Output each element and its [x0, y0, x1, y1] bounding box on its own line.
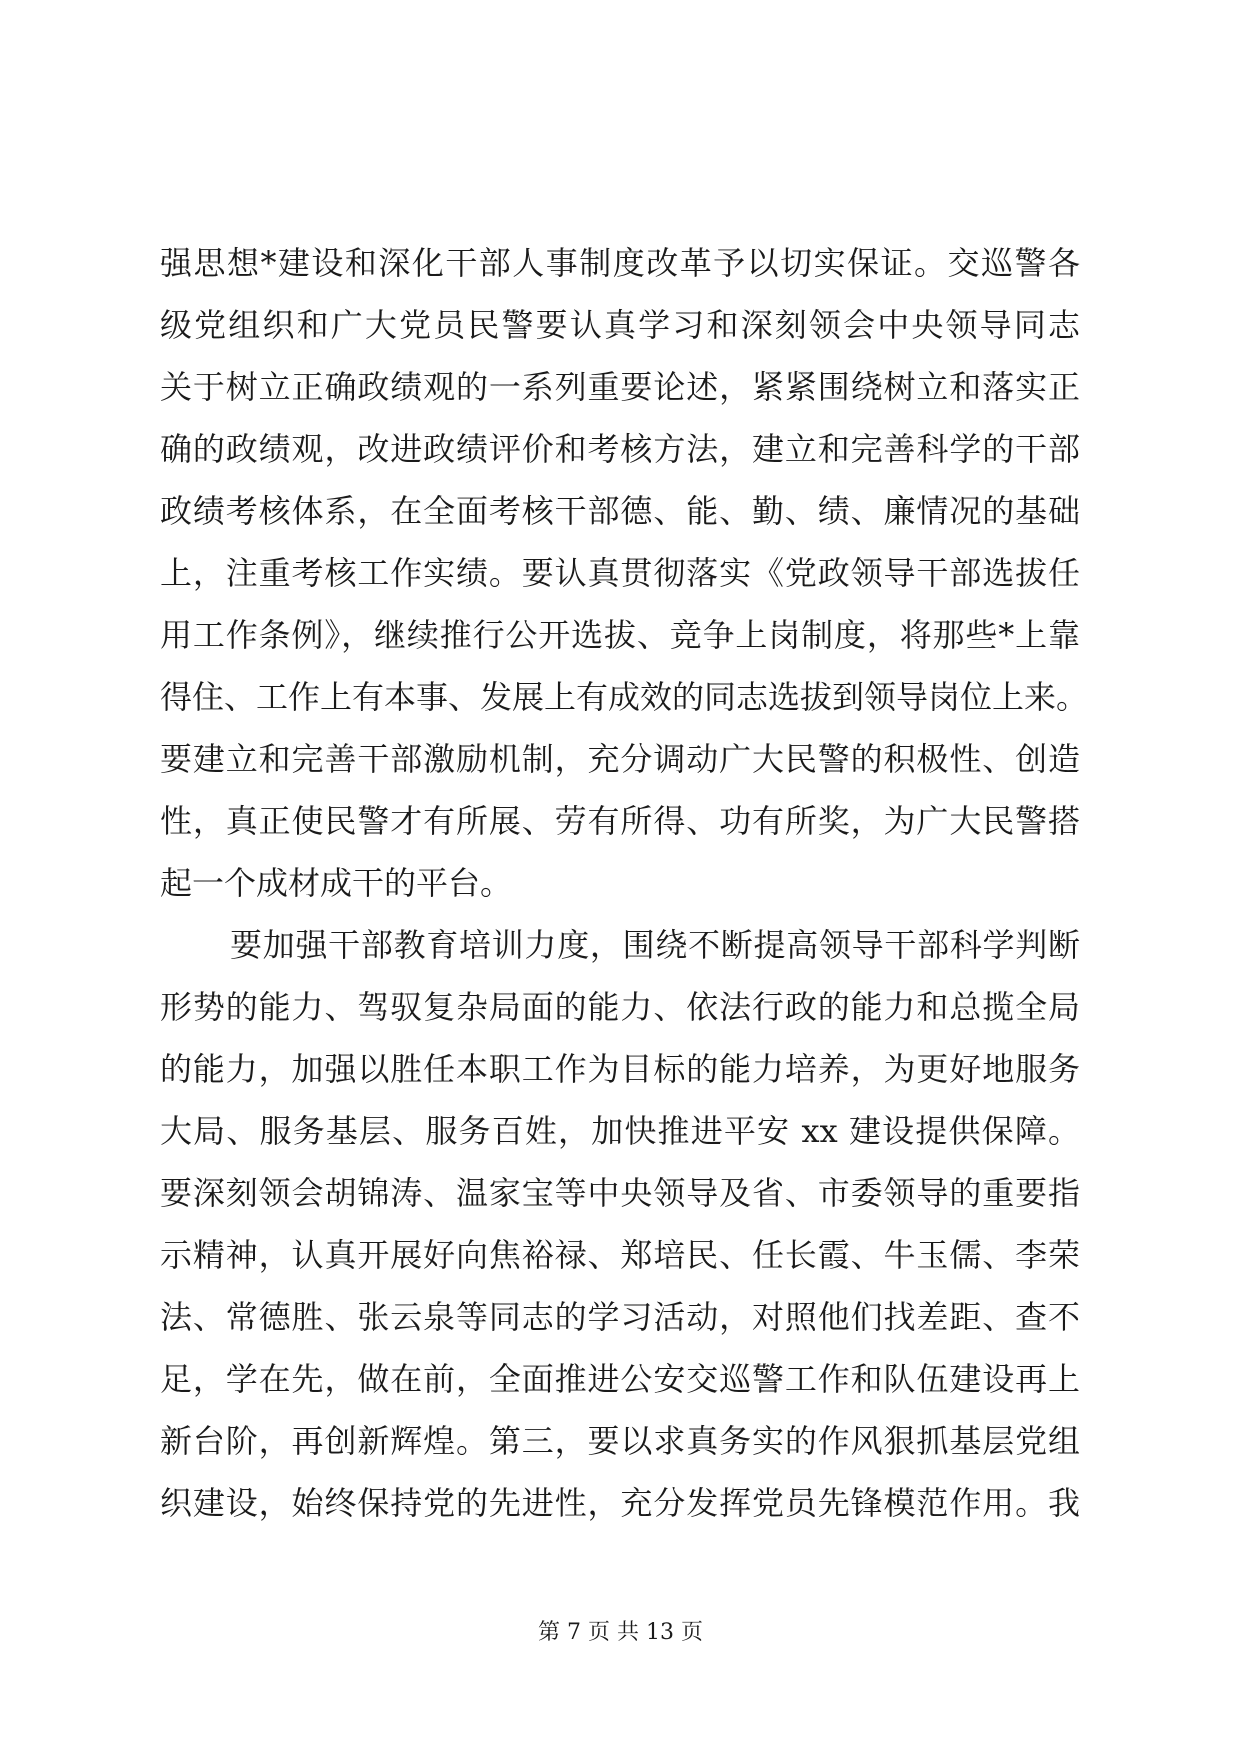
- paragraph-2: [160, 914, 1080, 1534]
- text-line: 起一个成材成干的平台。: [160, 864, 513, 902]
- paragraph-1: [160, 232, 1089, 914]
- text-line: 政绩考核体系，在全面考核干部德、能、勤、绩、廉情况的基础: [160, 492, 1080, 530]
- body-text: [160, 232, 1089, 1534]
- text-line: 要深刻领会胡锦涛、温家宝等中央领导及省、市委领导的重要指: [160, 1174, 1080, 1212]
- text-line: 上，注重考核工作实绩。要认真贯彻落实《党政领导干部选拔任: [160, 554, 1080, 592]
- text-line: 性，真正使民警才有所展、劳有所得、功有所奖，为广大民警搭: [160, 802, 1080, 840]
- text-line: 的能力，加强以胜任本职工作为目标的能力培养，为更好地服务: [160, 1050, 1080, 1088]
- page-number: 第 7 页 共 13 页: [538, 1620, 703, 1645]
- text-line: 强思想*建设和深化干部人事制度改革予以切实保证。交巡警各: [160, 244, 1080, 282]
- text-line: 织建设，始终保持党的先进性，充分发挥党员先锋模范作用。我: [160, 1484, 1080, 1522]
- text-line: 用工作条例》，继续推行公开选拔、竞争上岗制度，将那些*上靠: [160, 616, 1080, 654]
- text-line: 要加强干部教育培训力度，围绕不断提高领导干部科学判断: [230, 926, 1080, 964]
- text-line: 确的政绩观，改进政绩评价和考核方法，建立和完善科学的干部: [160, 430, 1080, 468]
- page-footer: [0, 1618, 1241, 1648]
- text-line: 新台阶，再创新辉煌。第三，要以求真务实的作风狠抓基层党组: [160, 1422, 1080, 1460]
- text-line: 大局、服务基层、服务百姓，加快推进平安 xx 建设提供保障。: [160, 1112, 1080, 1150]
- text-line: 要建立和完善干部激励机制，充分调动广大民警的积极性、创造: [160, 740, 1080, 778]
- text-line: 关于树立正确政绩观的一系列重要论述，紧紧围绕树立和落实正: [160, 368, 1080, 406]
- text-line: 足，学在先，做在前，全面推进公安交巡警工作和队伍建设再上: [160, 1360, 1080, 1398]
- text-line: 形势的能力、驾驭复杂局面的能力、依法行政的能力和总揽全局: [160, 988, 1080, 1026]
- text-line: 级党组织和广大党员民警要认真学习和深刻领会中央领导同志: [160, 306, 1080, 344]
- text-line: 得住、工作上有本事、发展上有成效的同志选拔到领导岗位上来。: [160, 678, 1089, 716]
- text-line: 示精神，认真开展好向焦裕禄、郑培民、任长霞、牛玉儒、李荣: [160, 1236, 1080, 1274]
- text-line: 法、常德胜、张云泉等同志的学习活动，对照他们找差距、查不: [160, 1298, 1080, 1336]
